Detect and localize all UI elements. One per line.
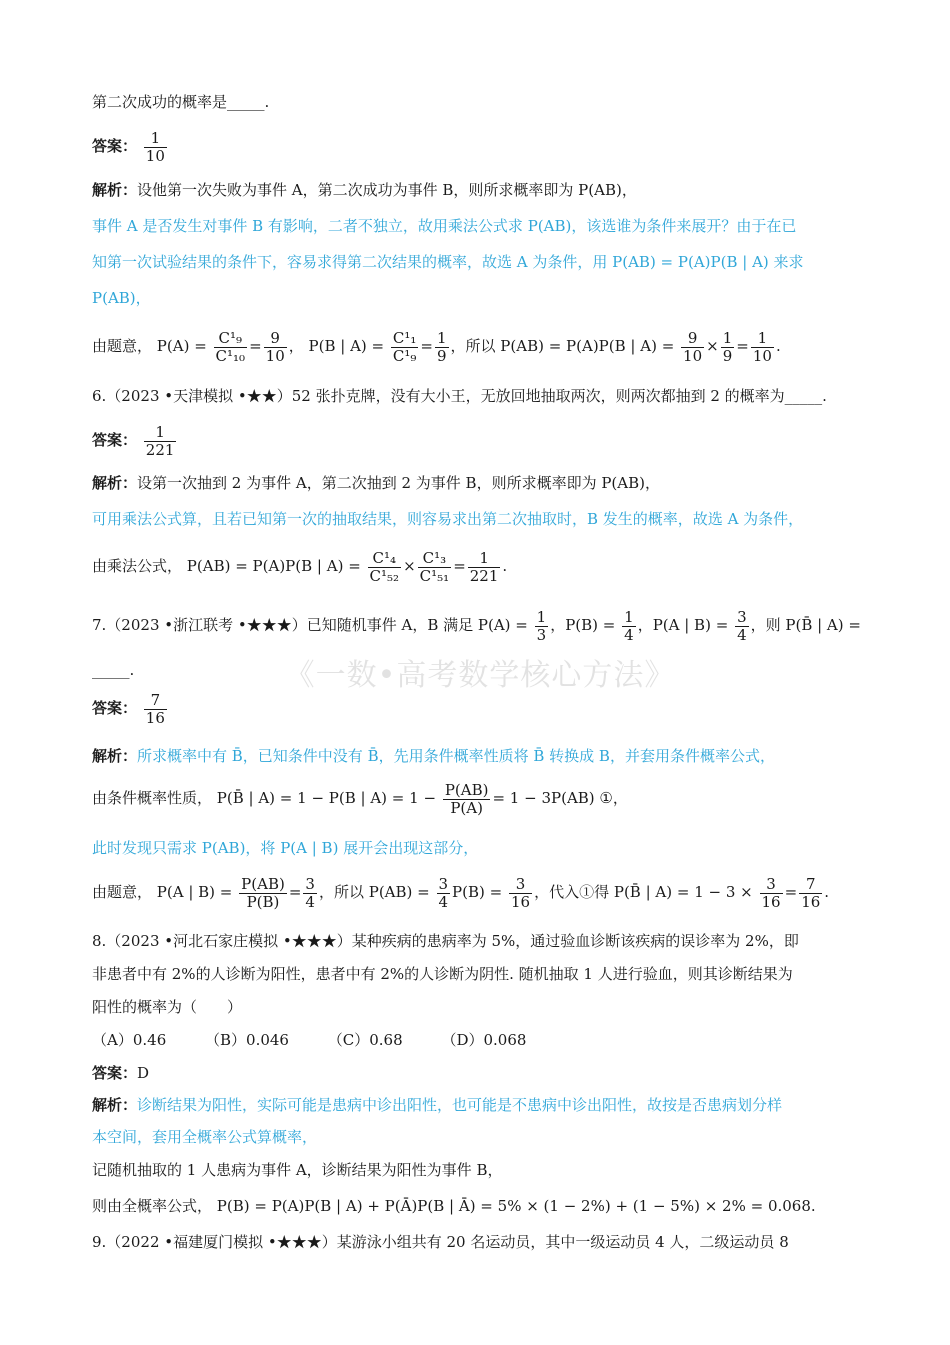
q5-calculation: 由题意， P(A) = $\frac{\text{C¹₉}}{\text{C¹₁₀}}$ = $\frac{9}{10}$ ， P(B | A) = $\frac{\text{C¹₁}}{\text{C¹₉}}$ = $\frac{1}{9}$ ，所以 P(AB) = P(A)P(B | A) = $\frac{9}{10}$ × $\frac{1}{9}$ = $\frac{1}{10}$ . (92, 328, 781, 365)
answer-fraction: $\frac{1}{10}$ (145, 128, 165, 165)
q8-stem-3: 阳性的概率为（ ） (92, 998, 243, 1016)
q6-answer (92, 422, 862, 459)
q8-answer (92, 1063, 862, 1083)
q7-stem: 7.（2023 •浙江联考 •★★★）已知随机事件 A，B 满足 P(A) = $\frac{1}{3}$ ，P(B) = $\frac{1}{4}$ ，P(A | B) = $\frac{3}{4}$ ，则 P(B̄ | A) = (92, 607, 861, 644)
analysis-label: 解析： (92, 181, 138, 199)
answer-fraction: $\frac{7}{16}$ (145, 690, 165, 727)
answer-value: D (137, 1064, 150, 1082)
analysis-label: 解析： (92, 474, 138, 492)
q5-hint-2: 知第一次试验结果的条件下，容易求得第二次结果的概率，故选 A 为条件，用 P(AB) = P(A)P(B | A) 来求 (92, 253, 804, 271)
q7-calculation-1: 由条件概率性质， P(B̄ | A) = 1 − P(B | A) = 1 − $\frac{P(AB)}{P(A)}$ = 1 − 3P(AB) ①， (92, 780, 628, 817)
option-c: （C）0.68 (327, 1031, 403, 1049)
q7-blank: _____. (92, 661, 135, 679)
answer-label: 答案： (92, 137, 138, 155)
q8-line-1: 记随机抽取的 1 人患病为事件 A，诊断结果为阳性为事件 B， (92, 1161, 503, 1179)
option-d: （D）0.068 (441, 1031, 527, 1049)
analysis-label: 解析： (92, 1096, 138, 1114)
q5-hint-1: 事件 A 是否发生对事件 B 有影响，二者不独立，故用乘法公式求 P(AB)，该选谁为条件来展开？由于在已 (92, 217, 797, 235)
q5-answer (92, 128, 862, 165)
q7-calculation-2: 由题意， P(A | B) = $\frac{P(AB)}{P(B)}$ = $\frac{3}{4}$ ，所以 P(AB) = $\frac{3}{4}$ P(B) = $\frac{3}{16}$ ，代入①得 P(B̄ | A) = 1 − 3 × $\frac{3}{16}$ = $\frac{7}{16}$ . (92, 874, 830, 911)
answer-label: 答案： (92, 1064, 138, 1082)
q5-analysis: 解析：设他第一次失败为事件 A，第二次成功为事件 B，则所求概率即为 P(AB)， (92, 181, 637, 199)
q7-hint-2: 此时发现只需求 P(AB)，将 P(A | B) 展开会出现这部分， (92, 839, 479, 857)
q8-stem-1: 8.（2023 •河北石家庄模拟 •★★★）某种疾病的患病率为 5%，通过验血诊断该疾病的误诊率为 2%，即 (92, 932, 799, 950)
q6-stem: 6.（2023 •天津模拟 •★★）52 张扑克牌，没有大小王，无放回地抽取两次，则两次都抽到 2 的概率为_____. (92, 387, 827, 405)
q8-analysis: 解析：诊断结果为阳性，实际可能是患病中诊出阳性，也可能是不患病中诊出阳性，故按是否患病划分样 (92, 1096, 783, 1114)
q5-hint-3: P(AB)， (92, 289, 151, 307)
q7-answer (92, 690, 862, 727)
option-b: （B）0.046 (205, 1031, 289, 1049)
q7-analysis: 解析：所求概率中有 B̄，已知条件中没有 B̄，先用条件概率性质将 B̄ 转换成 B，并套用条件概率公式， (92, 747, 775, 765)
q9-stem-1: 9.（2022 •福建厦门模拟 •★★★）某游泳小组共有 20 名运动员，其中一级运动员 4 人，二级运动员 8 (92, 1233, 789, 1251)
analysis-label: 解析： (92, 747, 138, 765)
q5-stem-tail: 第二次成功的概率是_____. (92, 93, 270, 111)
q6-calculation: 由乘法公式， P(AB) = P(A)P(B | A) = $\frac{\text{C¹₄}}{\text{C¹₅₂}}$ × $\frac{\text{C¹₃}}{\text{C¹₅₁}}$ = $\frac{1}{221}$ . (92, 548, 508, 585)
answer-label: 答案： (92, 699, 138, 717)
q6-hint-1: 可用乘法公式算，且若已知第一次的抽取结果，则容易求出第二次抽取时，B 发生的概率，故选 A 为条件， (92, 510, 804, 528)
q8-hint-2: 本空间，套用全概率公式算概率， (92, 1128, 318, 1146)
answer-fraction: $\frac{1}{221}$ (145, 422, 175, 459)
q8-stem-2: 非患者中有 2%的人诊断为阳性，患者中有 2%的人诊断为阴性. 随机抽取 1 人进行验血，则其诊断结果为 (92, 965, 793, 983)
answer-label: 答案： (92, 431, 138, 449)
q6-analysis: 解析：设第一次抽到 2 为事件 A，第二次抽到 2 为事件 B，则所求概率即为 P(AB)， (92, 474, 660, 492)
watermark: 《一数•高考数学核心方法》 (284, 658, 676, 693)
q8-options (92, 1030, 862, 1050)
q8-line-2: 则由全概率公式， P(B) = P(A)P(B | A) + P(Ā)P(B | Ā) = 5% × (1 − 2%) + (1 − 5%) × 2% = 0.068. (92, 1197, 816, 1215)
option-a: （A）0.46 (92, 1031, 167, 1049)
